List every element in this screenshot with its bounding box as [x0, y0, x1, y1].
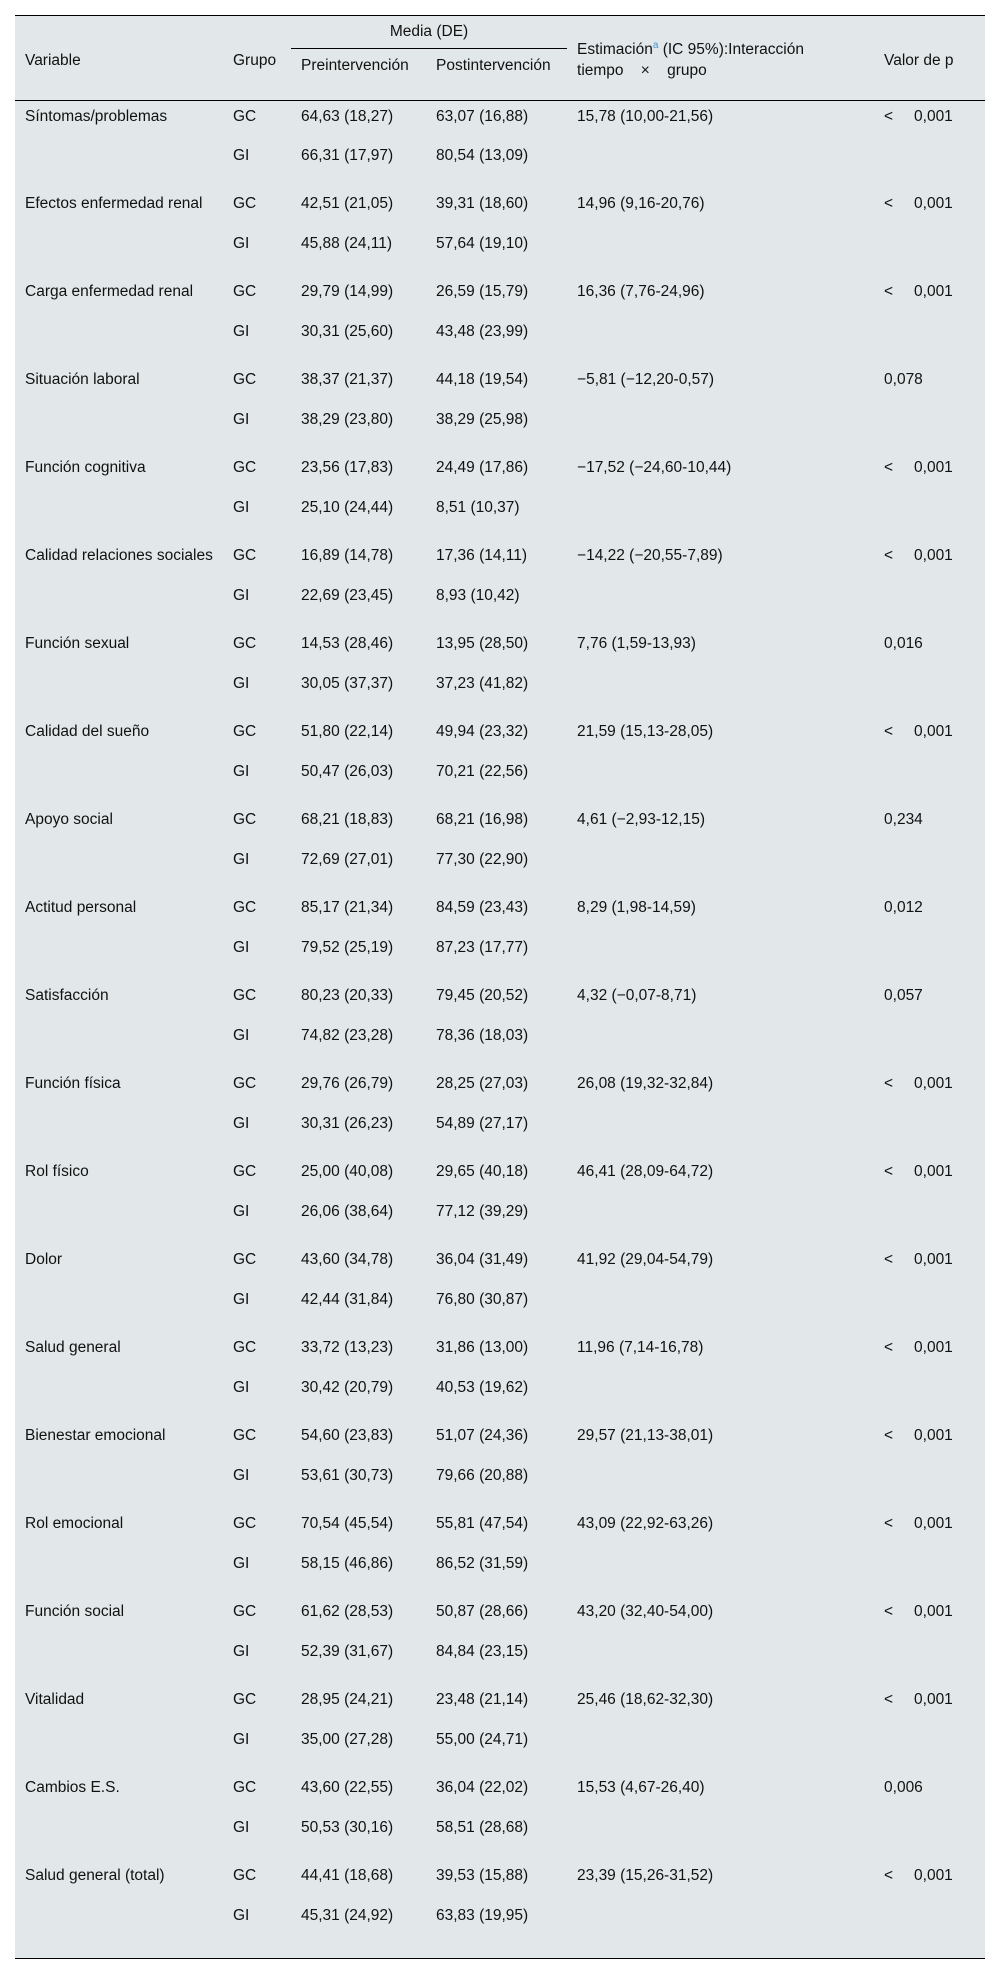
estimate-cell: 11,96 (7,14-16,78): [577, 1339, 704, 1356]
pvalue-text: 0,016: [884, 635, 923, 652]
pre-cell: 33,72 (13,23): [301, 1339, 394, 1356]
post-cell: 76,80 (30,87): [436, 1291, 529, 1308]
pvalue-prefix: <: [884, 107, 894, 125]
pvalue-prefix: <: [884, 459, 894, 476]
table-body: [15, 100, 985, 1948]
header-grupo: Grupo: [223, 16, 291, 100]
group-cell: GI: [233, 323, 250, 340]
estimate-cell: 23,39 (15,26-31,52): [577, 1867, 714, 1884]
pre-cell: 53,61 (30,73): [301, 1467, 394, 1484]
pvalue-cell: [874, 364, 985, 452]
group-cell: GI: [233, 587, 250, 604]
pvalue-text: 0,001: [914, 459, 953, 476]
group-cell: GI: [233, 675, 250, 692]
pre-cell: 30,05 (37,37): [301, 675, 394, 692]
pvalue-text: 0,001: [914, 195, 953, 212]
table-row: [15, 1068, 985, 1112]
pre-cell: 50,53 (30,16): [301, 1819, 394, 1836]
group-cell: GC: [233, 459, 257, 476]
group-cell: GC: [233, 1603, 257, 1620]
estimate-cell: 29,57 (21,13-38,01): [577, 1427, 714, 1444]
pre-cell: 80,23 (20,33): [301, 987, 394, 1004]
header-estimacion-grupo: grupo: [667, 62, 707, 80]
post-cell: 50,87 (28,66): [436, 1603, 529, 1620]
table-row: [15, 1508, 985, 1552]
post-cell: 70,21 (22,56): [436, 763, 529, 780]
pre-cell: 38,29 (23,80): [301, 411, 394, 428]
estimate-cell: −14,22 (−20,55-7,89): [577, 547, 723, 564]
pvalue-cell: [874, 1508, 985, 1596]
post-cell: 68,21 (16,98): [436, 811, 529, 828]
pre-cell: 29,79 (14,99): [301, 283, 394, 300]
group-cell: GC: [233, 107, 257, 125]
estimate-cell: −5,81 (−12,20-0,57): [577, 371, 715, 388]
pvalue-prefix: <: [884, 1867, 894, 1884]
pvalue-prefix: <: [884, 283, 894, 300]
estimate-cell: 16,36 (7,76-24,96): [577, 283, 705, 300]
variable-cell: Función cognitiva: [25, 459, 146, 476]
table-row: [15, 716, 985, 760]
pre-cell: 26,06 (38,64): [301, 1203, 394, 1220]
group-cell: GC: [233, 987, 257, 1004]
pre-cell: 85,17 (21,34): [301, 899, 394, 916]
pre-cell: 23,56 (17,83): [301, 459, 394, 476]
pvalue-cell: [874, 100, 985, 188]
table-row: [15, 1332, 985, 1376]
pvalue-text: 0,001: [914, 1075, 953, 1092]
post-cell: 55,00 (24,71): [436, 1731, 529, 1748]
pre-cell: 22,69 (23,45): [301, 587, 394, 604]
post-cell: 36,04 (22,02): [436, 1779, 529, 1796]
pvalue-cell: [874, 540, 985, 628]
pre-cell: 25,00 (40,08): [301, 1163, 394, 1180]
footnote-a-marker[interactable]: a: [652, 40, 659, 52]
post-cell: 51,07 (24,36): [436, 1427, 529, 1444]
group-cell: GI: [233, 1731, 250, 1748]
post-cell: 23,48 (21,14): [436, 1691, 529, 1708]
estimate-cell: 7,76 (1,59-13,93): [577, 635, 696, 652]
estimate-cell: 8,29 (1,98-14,59): [577, 899, 696, 916]
table-row: [15, 628, 985, 672]
group-cell: GI: [233, 1203, 250, 1220]
post-cell: 26,59 (15,79): [436, 283, 529, 300]
table-row: [15, 1420, 985, 1464]
group-cell: GC: [233, 1163, 257, 1180]
post-cell: 40,53 (19,62): [436, 1379, 529, 1396]
pre-cell: 74,82 (23,28): [301, 1027, 394, 1044]
pvalue-cell: [874, 628, 985, 716]
variable-cell: Función física: [25, 1075, 121, 1092]
group-cell: GC: [233, 1427, 257, 1444]
pvalue-prefix: <: [884, 1075, 894, 1092]
pvalue-text: 0,001: [914, 1515, 953, 1532]
pre-cell: 66,31 (17,97): [301, 147, 394, 164]
pre-cell: 72,69 (27,01): [301, 851, 394, 868]
post-cell: 54,89 (27,17): [436, 1115, 529, 1132]
pre-cell: 51,80 (22,14): [301, 723, 394, 740]
table-row: [15, 980, 985, 1024]
group-cell: GC: [233, 811, 257, 828]
pre-cell: 54,60 (23,83): [301, 1427, 394, 1444]
header-pvalue: Valor de p: [874, 16, 985, 100]
pre-cell: 30,31 (25,60): [301, 323, 394, 340]
group-cell: GC: [233, 899, 257, 916]
group-cell: GI: [233, 411, 250, 428]
pvalue-cell: [874, 892, 985, 980]
post-cell: 17,36 (14,11): [436, 547, 528, 564]
post-cell: 84,84 (23,15): [436, 1643, 529, 1660]
variable-cell: Dolor: [25, 1251, 63, 1268]
group-cell: GC: [233, 635, 257, 652]
estimate-cell: 41,92 (29,04-54,79): [577, 1251, 714, 1268]
pre-cell: 70,54 (45,54): [301, 1515, 394, 1532]
estimate-cell: 43,09 (22,92-63,26): [577, 1515, 714, 1532]
pre-cell: 43,60 (34,78): [301, 1251, 394, 1268]
group-cell: GI: [233, 1291, 250, 1308]
pre-cell: 45,31 (24,92): [301, 1907, 394, 1924]
header-estimacion-ic: (IC 95%):Interacción tiempo: [577, 41, 804, 80]
pvalue-cell: [874, 1156, 985, 1244]
group-cell: GC: [233, 1515, 257, 1532]
table-row: [15, 452, 985, 496]
post-cell: 79,45 (20,52): [436, 987, 529, 1004]
results-table: [15, 16, 985, 1948]
variable-cell: Satisfacción: [25, 987, 109, 1004]
post-cell: 39,31 (18,60): [436, 195, 529, 212]
group-cell: GC: [233, 1251, 257, 1268]
post-cell: 8,93 (10,42): [436, 587, 520, 604]
variable-cell: Apoyo social: [25, 811, 113, 828]
estimate-cell: 21,59 (15,13-28,05): [577, 723, 714, 740]
post-cell: 29,65 (40,18): [436, 1163, 529, 1180]
pvalue-text: 0,001: [914, 547, 953, 564]
post-cell: 13,95 (28,50): [436, 635, 529, 652]
header-pre: Preintervención: [291, 48, 426, 100]
estimate-cell: 26,08 (19,32-32,84): [577, 1075, 714, 1092]
group-cell: GI: [233, 763, 250, 780]
pvalue-cell: [874, 276, 985, 364]
post-cell: 8,51 (10,37): [436, 499, 520, 516]
pvalue-cell: [874, 804, 985, 892]
pvalue-text: 0,006: [884, 1779, 923, 1796]
table-row: [15, 892, 985, 936]
post-cell: 36,04 (31,49): [436, 1251, 529, 1268]
group-cell: GI: [233, 499, 250, 516]
pvalue-text: 0,001: [914, 1867, 953, 1884]
post-cell: 31,86 (13,00): [436, 1339, 529, 1356]
group-cell: GI: [233, 1379, 250, 1396]
pvalue-text: 0,078: [884, 371, 923, 388]
pvalue-cell: [874, 1332, 985, 1420]
variable-cell: Vitalidad: [25, 1691, 85, 1708]
pvalue-prefix: <: [884, 1251, 894, 1268]
pvalue-cell: [874, 1772, 985, 1860]
post-cell: 37,23 (41,82): [436, 675, 529, 692]
pre-cell: 25,10 (24,44): [301, 499, 394, 516]
table-row: [15, 804, 985, 848]
table-row: [15, 100, 985, 144]
post-cell: 28,25 (27,03): [436, 1075, 529, 1092]
variable-cell: Bienestar emocional: [25, 1427, 166, 1444]
pvalue-prefix: <: [884, 547, 894, 564]
post-cell: 38,29 (25,98): [436, 411, 529, 428]
variable-cell: Función social: [25, 1603, 125, 1620]
pre-cell: 61,62 (28,53): [301, 1603, 394, 1620]
pre-cell: 64,63 (18,27): [301, 107, 394, 125]
group-cell: GC: [233, 195, 257, 212]
header-estimacion: [567, 16, 874, 100]
group-cell: GI: [233, 147, 250, 164]
group-cell: GI: [233, 1643, 250, 1660]
variable-cell: Función sexual: [25, 635, 130, 652]
post-cell: 49,94 (23,32): [436, 723, 529, 740]
pvalue-cell: [874, 1860, 985, 1948]
estimate-cell: 43,20 (32,40-54,00): [577, 1603, 714, 1620]
pvalue-text: 0,001: [914, 723, 953, 740]
table-row: [15, 1244, 985, 1288]
estimate-cell: 15,78 (10,00-21,56): [577, 107, 714, 125]
pvalue-cell: [874, 1420, 985, 1508]
pvalue-cell: [874, 452, 985, 540]
pvalue-text: 0,057: [884, 987, 923, 1004]
post-cell: 39,53 (15,88): [436, 1867, 529, 1884]
post-cell: 77,12 (39,29): [436, 1203, 529, 1220]
pvalue-text: 0,001: [914, 107, 953, 125]
pvalue-prefix: <: [884, 1163, 894, 1180]
pre-cell: 35,00 (27,28): [301, 1731, 394, 1748]
group-cell: GC: [233, 1691, 257, 1708]
pre-cell: 45,88 (24,11): [301, 235, 393, 252]
pvalue-text: 0,001: [914, 1163, 953, 1180]
pre-cell: 42,44 (31,84): [301, 1291, 394, 1308]
group-cell: GI: [233, 1027, 250, 1044]
table-row: [15, 276, 985, 320]
variable-cell: Salud general (total): [25, 1867, 165, 1884]
table-row: [15, 1860, 985, 1904]
post-cell: 80,54 (13,09): [436, 147, 529, 164]
pre-cell: 79,52 (25,19): [301, 939, 394, 956]
pvalue-cell: [874, 980, 985, 1068]
table-row: [15, 1156, 985, 1200]
pre-cell: 43,60 (22,55): [301, 1779, 394, 1796]
pvalue-prefix: <: [884, 1427, 894, 1444]
pvalue-prefix: <: [884, 1515, 894, 1532]
group-cell: GC: [233, 1075, 257, 1092]
post-cell: 57,64 (19,10): [436, 235, 529, 252]
post-cell: 43,48 (23,99): [436, 323, 529, 340]
header-post: Postintervención: [426, 48, 567, 100]
table-row: [15, 1684, 985, 1728]
post-cell: 44,18 (19,54): [436, 371, 529, 388]
pre-cell: 16,89 (14,78): [301, 547, 394, 564]
estimate-cell: 14,96 (9,16-20,76): [577, 195, 705, 212]
estimate-cell: 4,32 (−0,07-8,71): [577, 987, 697, 1004]
group-cell: GC: [233, 371, 257, 388]
estimate-cell: −17,52 (−24,60-10,44): [577, 459, 732, 476]
group-cell: GI: [233, 1555, 250, 1572]
pvalue-text: 0,001: [914, 1427, 953, 1444]
pre-cell: 44,41 (18,68): [301, 1867, 394, 1884]
variable-cell: Síntomas/problemas: [25, 107, 168, 125]
header-variable: Variable: [15, 16, 223, 100]
post-cell: 58,51 (28,68): [436, 1819, 529, 1836]
group-cell: GC: [233, 283, 257, 300]
variable-cell: Situación laboral: [25, 371, 140, 388]
pvalue-text: 0,001: [914, 1251, 953, 1268]
variable-cell: Efectos enfermedad renal: [25, 195, 203, 212]
post-cell: 87,23 (17,77): [436, 939, 529, 956]
variable-cell: Rol emocional: [25, 1515, 124, 1532]
variable-cell: Cambios E.S.: [25, 1779, 120, 1796]
pvalue-text: 0,001: [914, 1691, 953, 1708]
post-cell: 77,30 (22,90): [436, 851, 529, 868]
group-cell: GI: [233, 1819, 250, 1836]
group-cell: GC: [233, 723, 257, 740]
pre-cell: 58,15 (46,86): [301, 1555, 394, 1572]
post-cell: 63,07 (16,88): [436, 107, 529, 125]
pvalue-cell: [874, 1596, 985, 1684]
post-cell: 86,52 (31,59): [436, 1555, 529, 1572]
pvalue-cell: [874, 716, 985, 804]
group-cell: GI: [233, 1467, 250, 1484]
table-row: [15, 364, 985, 408]
group-cell: GI: [233, 939, 250, 956]
header-times-symbol: ×: [640, 62, 650, 80]
post-cell: 84,59 (23,43): [436, 899, 529, 916]
pvalue-prefix: <: [884, 723, 894, 740]
variable-cell: Carga enfermedad renal: [25, 283, 194, 300]
group-cell: GC: [233, 1339, 257, 1356]
pre-cell: 30,31 (26,23): [301, 1115, 394, 1132]
group-cell: GC: [233, 1779, 257, 1796]
pvalue-cell: [874, 1684, 985, 1772]
results-table-panel: [15, 15, 985, 1959]
pvalue-prefix: <: [884, 195, 894, 212]
estimate-cell: 25,46 (18,62-32,30): [577, 1691, 714, 1708]
variable-cell: Salud general: [25, 1339, 121, 1356]
pvalue-text: 0,012: [884, 899, 923, 916]
pvalue-text: 0,001: [914, 1339, 953, 1356]
pvalue-cell: [874, 188, 985, 276]
pvalue-text: 0,234: [884, 811, 923, 828]
group-cell: GI: [233, 235, 250, 252]
pvalue-text: 0,001: [914, 283, 953, 300]
group-cell: GI: [233, 1115, 250, 1132]
estimate-cell: 15,53 (4,67-26,40): [577, 1779, 705, 1796]
post-cell: 79,66 (20,88): [436, 1467, 529, 1484]
post-cell: 55,81 (47,54): [436, 1515, 529, 1532]
variable-cell: Calidad relaciones sociales: [25, 547, 213, 564]
variable-cell: Calidad del sueño: [25, 723, 150, 740]
pre-cell: 42,51 (21,05): [301, 195, 394, 212]
pvalue-prefix: <: [884, 1339, 894, 1356]
group-cell: GC: [233, 1867, 257, 1884]
pre-cell: 30,42 (20,79): [301, 1379, 394, 1396]
group-cell: GI: [233, 851, 250, 868]
pvalue-text: 0,001: [914, 1603, 953, 1620]
table-row: [15, 540, 985, 584]
post-cell: 63,83 (19,95): [436, 1907, 529, 1924]
pre-cell: 38,37 (21,37): [301, 371, 394, 388]
pre-cell: 52,39 (31,67): [301, 1643, 394, 1660]
pre-cell: 14,53 (28,46): [301, 635, 394, 652]
pre-cell: 68,21 (18,83): [301, 811, 394, 828]
header-media: Media (DE): [291, 16, 567, 48]
table-row: [15, 1772, 985, 1816]
table-header: [15, 16, 985, 100]
variable-cell: Actitud personal: [25, 899, 137, 916]
pre-cell: 50,47 (26,03): [301, 763, 394, 780]
pvalue-prefix: <: [884, 1603, 894, 1620]
estimate-cell: 46,41 (28,09-64,72): [577, 1163, 714, 1180]
group-cell: GC: [233, 547, 257, 564]
variable-cell: Rol físico: [25, 1163, 89, 1180]
estimate-cell: 4,61 (−2,93-12,15): [577, 811, 705, 828]
header-estimacion-text: Estimación: [577, 41, 653, 59]
post-cell: 78,36 (18,03): [436, 1027, 529, 1044]
group-cell: GI: [233, 1907, 250, 1924]
pvalue-prefix: <: [884, 1691, 894, 1708]
pvalue-cell: [874, 1068, 985, 1156]
pre-cell: 29,76 (26,79): [301, 1075, 394, 1092]
table-row: [15, 188, 985, 232]
pre-cell: 28,95 (24,21): [301, 1691, 394, 1708]
post-cell: 24,49 (17,86): [436, 459, 529, 476]
pvalue-cell: [874, 1244, 985, 1332]
table-row: [15, 1596, 985, 1640]
